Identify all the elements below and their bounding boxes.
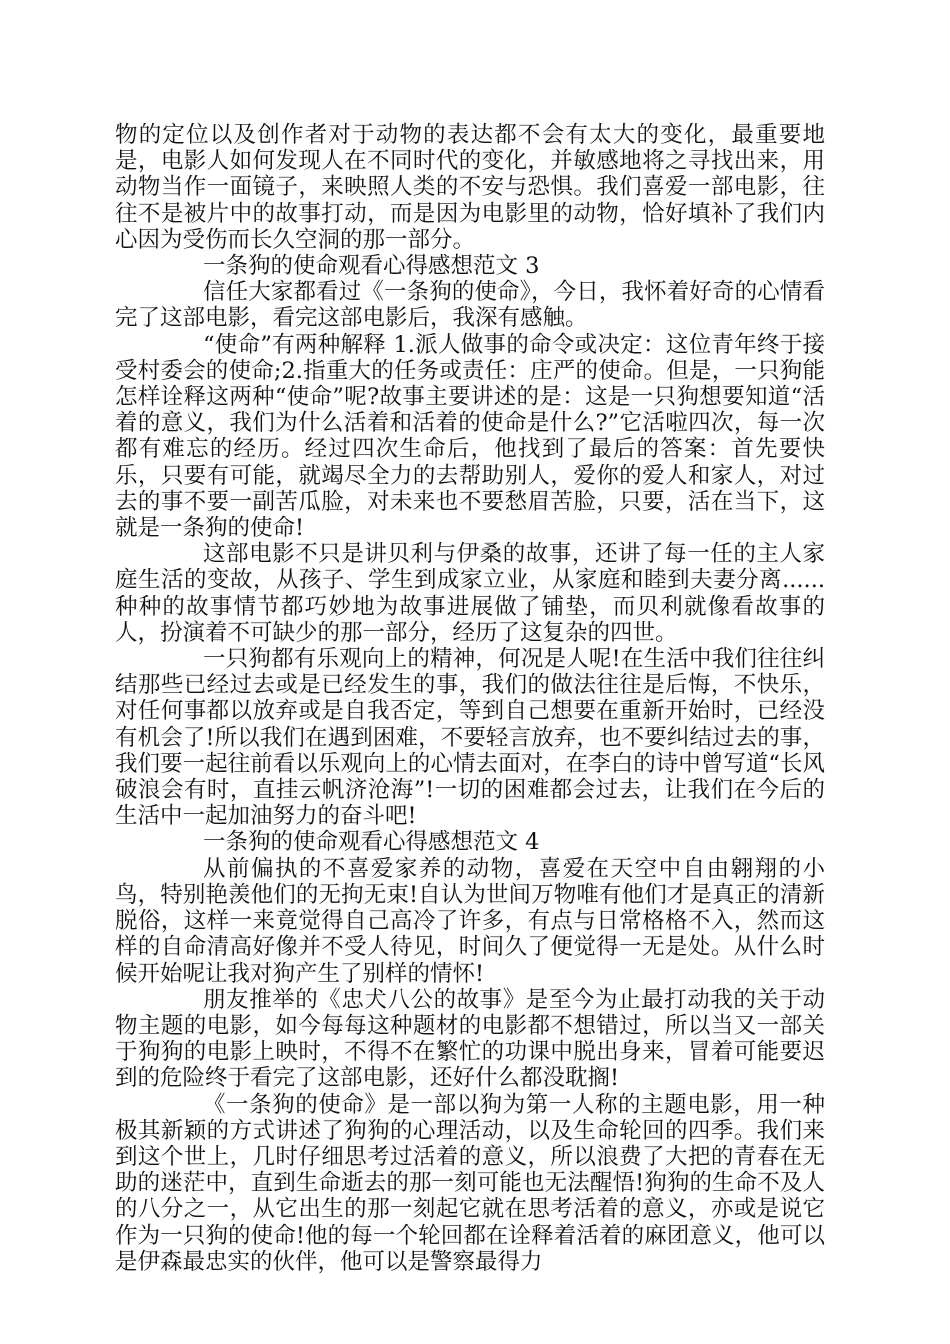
paragraph: 朋友推举的《忠犬八公的故事》是至今为止最打动我的关于动物主题的电影，如今每每这种题材的电影都不想错过，所以当又一部关于狗狗的电影上映时，不得不在繁忙的功课中脱出身来，冒着可能要迟到的危险终于看完了这部电影，还好什么都没耽搁! (115, 986, 825, 1092)
paragraph: “使命”有两种解释 1.派人做事的命令或决定：这位青年终于接受村委会的使命;2.指重大的任务或责任：庄严的使命。但是，一只狗能怎样诠释这两种“使命”呢?故事主要讲述的是：这是一只狗想要知道“活着的意义，我们为什么活着和活着的使命是什么?”它活啦四次，每一次都有难忘的经历。经过四次生命后，他找到了最后的答案：首先要快乐，只要有可能，就竭尽全力的去帮助别人，爱你的爱人和家人，对过去的事不要一副苦瓜脸，对未来也不要愁眉苦脸，只要，活在当下，这就是一条狗的使命! (115, 331, 825, 542)
paragraph-intro-continuation: 物的定位以及创作者对于动物的表达都不会有太大的变化，最重要地是，电影人如何发现人在不同时代的变化，并敏感地将之寻找出来，用动物当作一面镜子，来映照人类的不安与恐惧。我们喜爱一部电影，往往不是被片中的故事打动，而是因为电影里的动物，恰好填补了我们内心因为受伤而长久空洞的那一部分。 (115, 122, 825, 253)
paragraph: 一只狗都有乐观向上的精神，何况是人呢!在生活中我们往往纠结那些已经过去或是已经发生的事，我们的做法往往是后悔，不快乐，对任何事都以放弃或是自我否定，等到自己想要在重新开始时，已经没有机会了!所以我们在遇到困难，不要轻言放弃，也不要纠结过去的事，我们要一起往前看以乐观向上的心情去面对，在李白的诗中曾写道“长风破浪会有时，直挂云帆济沧海”!一切的困难都会过去，让我们在今后的生活中一起加油努力的奋斗吧! (115, 646, 825, 830)
paragraph: 《一条狗的使命》是一部以狗为第一人称的主题电影，用一种极其新颖的方式讲述了狗狗的心理活动，以及生命轮回的四季。我们来到这个世上，几时仔细思考过活着的意义，所以浪费了大把的青春在无助的迷茫中，直到生命逝去的那一刻可能也无法醒悟!狗狗的生命不及人的八分之一，从它出生的那一刻起它就在思考活着的意义，亦或是说它作为一只狗的使命!他的每一个轮回都在诠释着活着的麻团意义，他可以是伊森最忠实的伙伴，他可以是警察最得力 (115, 1091, 825, 1275)
section-heading-4: 一条狗的使命观看心得感想范文 4 (203, 829, 540, 856)
document-page (115, 122, 825, 1275)
paragraph: 这部电影不只是讲贝利与伊桑的故事，还讲了每一任的主人家庭生活的变故，从孩子、学生到成家立业，从家庭和睦到夫妻分离......种种的故事情节都巧妙地为故事进展做了铺垫，而贝利就像看故事的人，扮演着不可缺少的那一部分，经历了这复杂的四世。 (115, 541, 825, 646)
paragraph: 从前偏执的不喜爱家养的动物，喜爱在天空中自由翱翔的小鸟，特别艳羡他们的无拘无束!自认为世间万物唯有他们才是真正的清新脱俗，这样一来竟觉得自己高冷了许多，有点与日常格格不入，然而这样的自命清高好像并不受人待见，时间久了便觉得一无是处。从什么时候开始呢让我对狗产生了别样的情怀! (115, 855, 825, 987)
section-heading-3: 一条狗的使命观看心得感想范文 3 (203, 253, 540, 280)
paragraph: 信任大家都看过《一条狗的使命》，今日，我怀着好奇的心情看完了这部电影，看完这部电影后，我深有感触。 (115, 279, 825, 332)
